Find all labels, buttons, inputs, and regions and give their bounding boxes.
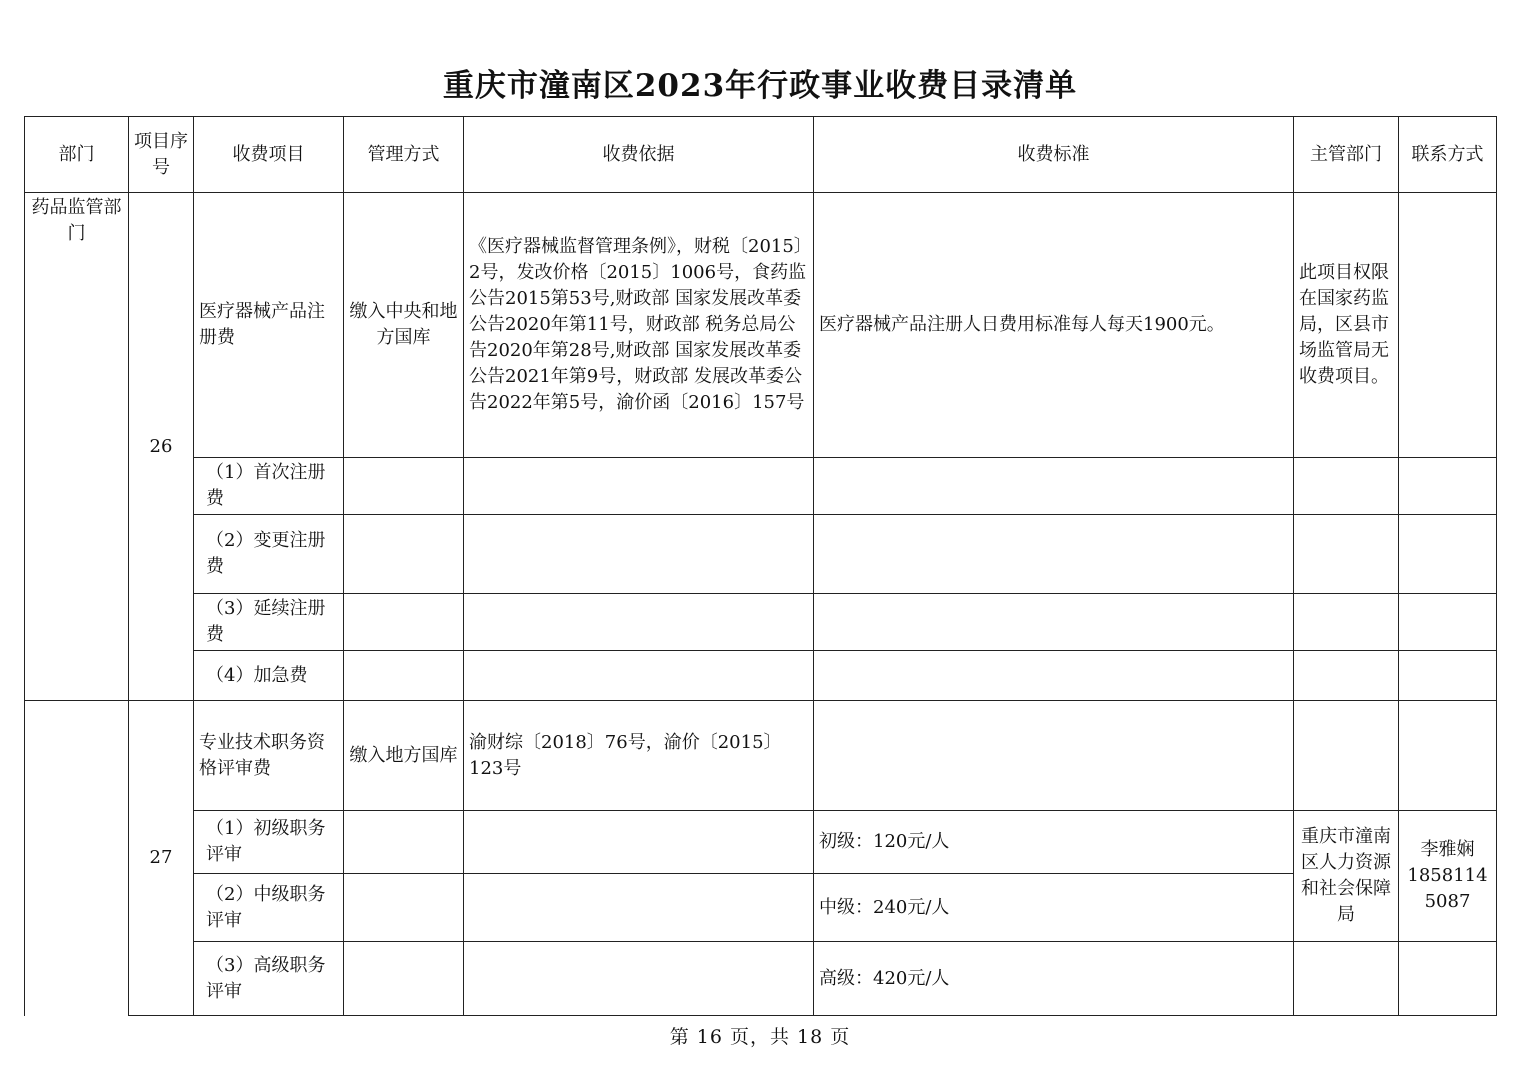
standard-cell: 医疗器械产品注册人日费用标准每人每天1900元。 <box>814 193 1294 458</box>
header-basis: 收费依据 <box>464 117 814 193</box>
empty-cell <box>1399 651 1497 701</box>
seq-cell: 26 <box>129 193 194 701</box>
empty-cell <box>814 594 1294 651</box>
standard-cell: 中级：240元/人 <box>814 874 1294 942</box>
fee-table <box>24 116 1497 1016</box>
empty-cell <box>814 651 1294 701</box>
header-dept: 部门 <box>25 117 129 193</box>
header-authority: 主管部门 <box>1294 117 1399 193</box>
seq-cell: 27 <box>129 701 194 1016</box>
subitem-cell: （2）变更注册费 <box>194 515 344 594</box>
empty-cell <box>344 651 464 701</box>
empty-cell <box>1294 594 1399 651</box>
subitem-cell: （3）高级职务评审 <box>194 942 344 1016</box>
subitem-cell: （4）加急费 <box>194 651 344 701</box>
table-row <box>25 942 1497 1016</box>
basis-cell: 《医疗器械监督管理条例》，财税〔2015〕2号，发改价格〔2015〕1006号，食药监公告2015第53号,财政部 国家发展改革委公告2020年第11号，财政部 税务总局公告2020年第28号,财政部 国家发展改革委公告2021年第9号，财政部 发展改革委公告2022年第5号，渝价函〔2016〕157号 <box>464 193 814 458</box>
header-item: 收费项目 <box>194 117 344 193</box>
empty-cell <box>1399 458 1497 515</box>
subitem-cell: （1）初级职务评审 <box>194 811 344 874</box>
subitem-cell: （3）延续注册费 <box>194 594 344 651</box>
empty-cell <box>1294 515 1399 594</box>
empty-cell <box>1399 515 1497 594</box>
header-row <box>25 117 1497 193</box>
empty-cell <box>1294 942 1399 1016</box>
table-row <box>25 515 1497 594</box>
subitem-cell: （1）首次注册费 <box>194 458 344 515</box>
empty-cell <box>464 594 814 651</box>
empty-cell <box>344 811 464 874</box>
empty-cell <box>464 942 814 1016</box>
header-standard: 收费标准 <box>814 117 1294 193</box>
mgmt-cell: 缴入地方国库 <box>344 701 464 811</box>
empty-cell <box>464 811 814 874</box>
empty-cell <box>464 651 814 701</box>
item-cell: 专业技术职务资格评审费 <box>194 701 344 811</box>
empty-cell <box>814 458 1294 515</box>
header-contact: 联系方式 <box>1399 117 1497 193</box>
contact-phone: 18581145087 <box>1407 865 1488 912</box>
header-mgmt: 管理方式 <box>344 117 464 193</box>
contact-cell <box>1399 701 1497 811</box>
table-row <box>25 193 1497 458</box>
empty-cell <box>464 458 814 515</box>
dept-cell: 药品监管部门 <box>25 193 129 701</box>
empty-cell <box>344 515 464 594</box>
authority-cell: 重庆市潼南区人力资源和社会保障局 <box>1294 811 1399 942</box>
contact-cell <box>1399 193 1497 458</box>
empty-cell <box>814 515 1294 594</box>
dept-cell <box>25 701 129 1016</box>
table-row <box>25 594 1497 651</box>
empty-cell <box>344 942 464 1016</box>
table-row <box>25 701 1497 811</box>
empty-cell <box>1294 651 1399 701</box>
empty-cell <box>1294 458 1399 515</box>
page-title: 重庆市潼南区2023年行政事业收费目录清单 <box>442 68 1078 104</box>
mgmt-cell: 缴入中央和地方国库 <box>344 193 464 458</box>
empty-cell <box>464 874 814 942</box>
subitem-cell: （2）中级职务评审 <box>194 874 344 942</box>
empty-cell <box>344 458 464 515</box>
empty-cell <box>344 594 464 651</box>
authority-cell: 此项目权限在国家药监局，区县市场监管局无收费项目。 <box>1294 193 1399 458</box>
standard-cell: 初级：120元/人 <box>814 811 1294 874</box>
standard-cell: 高级：420元/人 <box>814 942 1294 1016</box>
page-footer: 第 16 页，共 18 页 <box>669 1026 851 1048</box>
table-row <box>25 811 1497 874</box>
contact-name: 李雅娴 <box>1420 839 1475 860</box>
table-row <box>25 874 1497 942</box>
header-seq: 项目序号 <box>129 117 194 193</box>
authority-cell <box>1294 701 1399 811</box>
empty-cell <box>1399 942 1497 1016</box>
table-row <box>25 651 1497 701</box>
standard-cell <box>814 701 1294 811</box>
contact-cell <box>1399 811 1497 942</box>
empty-cell <box>344 874 464 942</box>
item-cell: 医疗器械产品注册费 <box>194 193 344 458</box>
basis-cell: 渝财综〔2018〕76号，渝价〔2015〕123号 <box>464 701 814 811</box>
empty-cell <box>1399 594 1497 651</box>
table-row <box>25 458 1497 515</box>
empty-cell <box>464 515 814 594</box>
